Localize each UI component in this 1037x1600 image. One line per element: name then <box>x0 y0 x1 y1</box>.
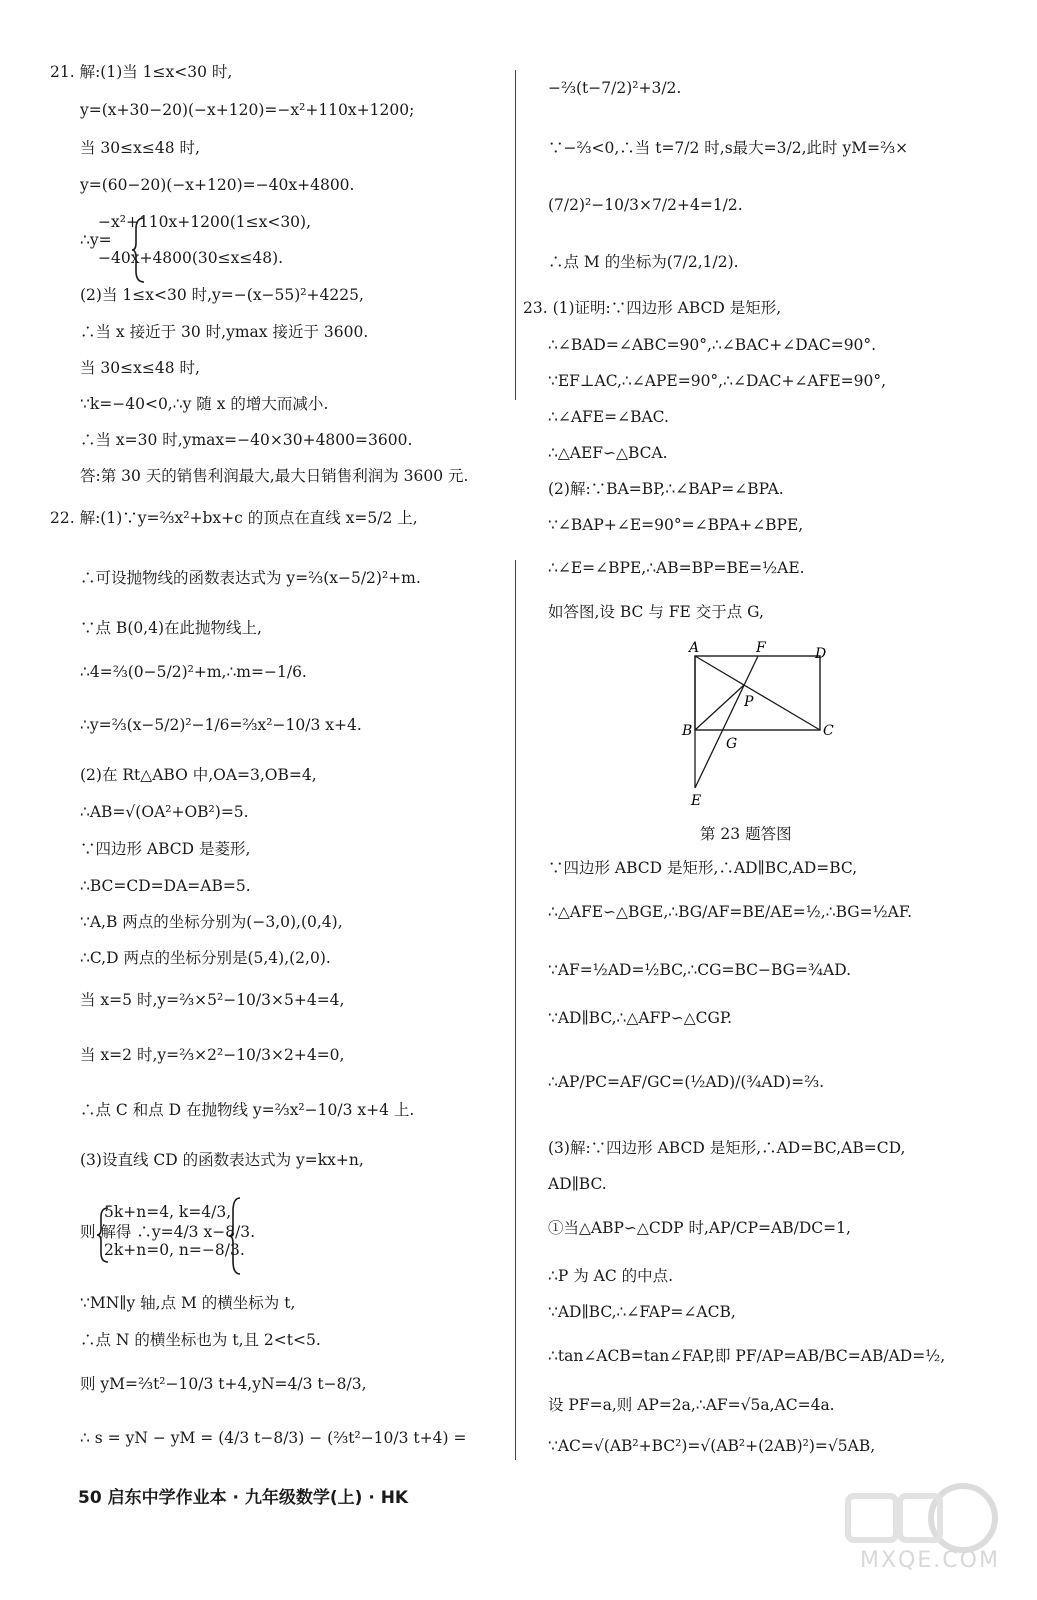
piecewise-brace <box>130 215 148 285</box>
left-line: ∵四边形 ABCD 是菱形, <box>80 840 251 858</box>
right-line: 23. (1)证明:∵四边形 ABCD 是矩形, <box>523 299 782 317</box>
column-divider <box>515 70 516 400</box>
left-line: ∴ s = yN − yM = (4/3 t−8/3) − (⅔t²−10/3 t+4) = <box>80 1429 467 1447</box>
left-line: ∴4=⅔(0−5/2)²+m,∴m=−1/6. <box>80 663 307 681</box>
right-line: (2)解:∵BA=BP,∴∠BAP=∠BPA. <box>548 480 784 498</box>
right-line: ∴∠BAD=∠ABC=90°,∴∠BAC+∠DAC=90°. <box>548 336 877 354</box>
right-line: ∵∠BAP+∠E=90°=∠BPA+∠BPE, <box>548 516 804 534</box>
left-line: ∴可设抛物线的函数表达式为 y=⅔(x−5/2)²+m. <box>80 569 421 587</box>
right-line: 如答图,设 BC 与 FE 交于点 G, <box>548 603 764 621</box>
right-line: ∵EF⊥AC,∴∠APE=90°,∴∠DAC+∠AFE=90°, <box>548 372 887 390</box>
right-line: ∵AD∥BC,∴△AFP∽△CGP. <box>548 1009 733 1027</box>
left-line: ∵k=−40<0,∴y 随 x 的增大而减小. <box>80 395 329 413</box>
right-line: (7/2)²−10/3×7/2+4=1/2. <box>548 196 743 214</box>
column-divider-lower <box>515 560 516 1460</box>
left-line: y=(60−20)(−x+120)=−40x+4800. <box>80 176 355 194</box>
left-line: (2)当 1≤x<30 时,y=−(x−55)²+4225, <box>80 286 364 304</box>
left-line: 当 x=2 时,y=⅔×2²−10/3×2+4=0, <box>80 1046 345 1064</box>
left-line: ∴点 C 和点 D 在抛物线 y=⅔x²−10/3 x+4 上. <box>80 1101 415 1119</box>
right-line: ∴AP/PC=AF/GC=(½AD)/(¾AD)=⅔. <box>548 1073 825 1091</box>
left-line: −40x+4800(30≤x≤48). <box>98 249 284 267</box>
right-line: ∴△AEF∽△BCA. <box>548 444 668 462</box>
geometry-figure <box>660 640 850 815</box>
left-line: ∴C,D 两点的坐标分别是(5,4),(2,0). <box>80 949 331 967</box>
left-line: (2)在 Rt△ABO 中,OA=3,OB=4, <box>80 766 317 784</box>
left-line: 答:第 30 天的销售利润最大,最大日销售利润为 3600 元. <box>80 467 469 485</box>
right-line: ∴tan∠ACB=tan∠FAP,即 PF/AP=AB/BC=AB/AD=½, <box>548 1347 946 1365</box>
watermark-text: MXQE.COM <box>860 1548 1000 1573</box>
left-line: (3)设直线 CD 的函数表达式为 y=kx+n, <box>80 1151 364 1169</box>
right-line: ∵AD∥BC,∴∠FAP=∠ACB, <box>548 1303 736 1321</box>
left-line: ∵A,B 两点的坐标分别为(−3,0),(0,4), <box>80 913 343 931</box>
left-line: ∴当 x=30 时,ymax=−40×30+4800=3600. <box>80 431 413 449</box>
right-line: ∵AC=√(AB²+BC²)=√(AB²+(2AB)²)=√5AB, <box>548 1437 876 1455</box>
line-bp <box>695 685 744 730</box>
left-line: ∵点 B(0,4)在此抛物线上, <box>80 619 262 637</box>
right-line: ∴∠E=∠BPE,∴AB=BP=BE=½AE. <box>548 559 805 577</box>
left-line: 则 解得 ∴y=4/3 x−8/3. <box>80 1223 256 1241</box>
label-p: P <box>744 694 754 710</box>
right-line: ∵AF=½AD=½BC,∴CG=BC−BG=¾AD. <box>548 961 852 979</box>
system-brace-right <box>228 1195 244 1277</box>
right-line: (3)解:∵四边形 ABCD 是矩形,∴AD=BC,AB=CD, <box>548 1139 906 1157</box>
label-g: G <box>726 736 738 752</box>
right-line: ∴△AFE∽△BGE,∴BG/AF=BE/AE=½,∴BG=½AF. <box>548 903 913 921</box>
label-e: E <box>691 793 702 809</box>
label-d: D <box>815 646 827 662</box>
left-line: 5k+n=4, k=4/3, <box>104 1203 232 1221</box>
right-line: ∴∠AFE=∠BAC. <box>548 408 669 426</box>
left-line: 2k+n=0, n=−8/3. <box>104 1241 245 1259</box>
left-line: ∴当 x 接近于 30 时,ymax 接近于 3600. <box>80 323 369 341</box>
system-brace-left <box>96 1205 112 1265</box>
left-line: 当 30≤x≤48 时, <box>80 139 200 157</box>
figure-caption: 第 23 题答图 <box>700 825 792 843</box>
left-line: 当 x=5 时,y=⅔×5²−10/3×5+4=4, <box>80 991 345 1009</box>
right-line: ∴点 M 的坐标为(7/2,1/2). <box>548 253 739 271</box>
left-line: ∴点 N 的横坐标也为 t,且 2<t<5. <box>80 1331 321 1349</box>
page-footer: 50 启东中学作业本 · 九年级数学(上) · HK <box>78 1488 409 1508</box>
label-a: A <box>689 640 700 656</box>
diagonal-ac <box>695 656 820 730</box>
right-line: ∵−⅔<0,∴当 t=7/2 时,s最大=3/2,此时 yM=⅔× <box>548 139 909 157</box>
right-line: −⅔(t−7/2)²+3/2. <box>548 79 682 97</box>
right-line: ∴P 为 AC 的中点. <box>548 1267 674 1285</box>
left-line: 21. 解:(1)当 1≤x<30 时, <box>50 63 233 81</box>
label-b: B <box>682 723 693 739</box>
left-line: 则 yM=⅔t²−10/3 t+4,yN=4/3 t−8/3, <box>80 1375 367 1393</box>
left-line: ∴y= <box>80 231 112 249</box>
left-line: 当 30≤x≤48 时, <box>80 359 200 377</box>
left-line: ∴y=⅔(x−5/2)²−1/6=⅔x²−10/3 x+4. <box>80 716 362 734</box>
left-line: ∵MN∥y 轴,点 M 的横坐标为 t, <box>80 1294 296 1312</box>
left-line: ∴AB=√(OA²+OB²)=5. <box>80 803 249 821</box>
left-line: y=(x+30−20)(−x+120)=−x²+110x+1200; <box>80 101 415 119</box>
left-line: −x²+110x+1200(1≤x<30), <box>98 213 312 231</box>
left-line: ∴BC=CD=DA=AB=5. <box>80 877 251 895</box>
right-line: ∵四边形 ABCD 是矩形,∴AD∥BC,AD=BC, <box>548 859 858 877</box>
left-line: 22. 解:(1)∵y=⅔x²+bx+c 的顶点在直线 x=5/2 上, <box>50 509 418 527</box>
right-line: ①当△ABP∽△CDP 时,AP/CP=AB/DC=1, <box>548 1219 851 1237</box>
right-line: AD∥BC. <box>548 1175 607 1193</box>
label-f: F <box>756 640 766 656</box>
right-line: 设 PF=a,则 AP=2a,∴AF=√5a,AC=4a. <box>548 1396 835 1414</box>
label-c: C <box>823 723 834 739</box>
